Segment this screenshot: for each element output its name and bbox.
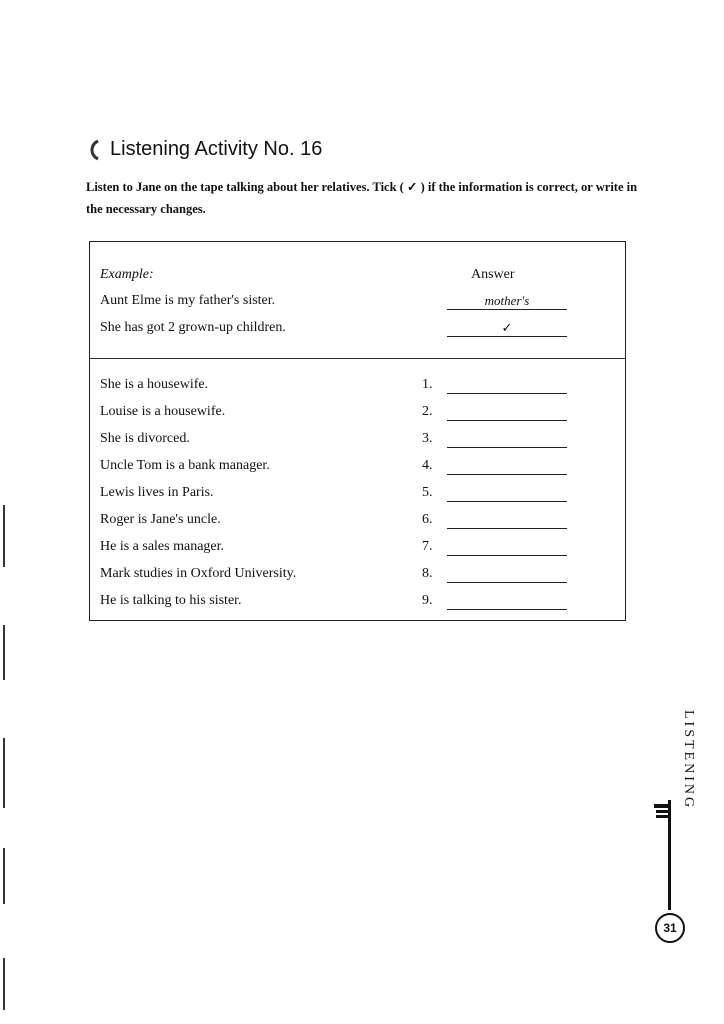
example-divider — [90, 358, 625, 359]
answer-blank-1[interactable] — [447, 377, 567, 394]
item-num-5: 5. — [422, 485, 433, 500]
item-text-4: Uncle Tom is a bank manager. — [100, 458, 270, 473]
item-text-9: He is talking to his sister. — [100, 593, 242, 608]
bracket-mark-icon — [88, 139, 102, 161]
answer-blank-3[interactable] — [447, 431, 567, 448]
answer-blank-2[interactable] — [447, 404, 567, 421]
title-text: Listening Activity No. 16 — [110, 138, 323, 160]
scan-edge-mark-4 — [3, 848, 5, 904]
example-row-1: Aunt Elme is my father's sister. — [100, 293, 276, 308]
example-answer-2: ✓ — [447, 320, 567, 337]
item-text-3: She is divorced. — [100, 431, 190, 446]
item-text-5: Lewis lives in Paris. — [100, 485, 214, 500]
exercise-box — [89, 241, 626, 621]
item-num-7: 7. — [422, 539, 433, 554]
answer-header: Answer — [471, 267, 515, 282]
item-text-1: She is a housewife. — [100, 377, 209, 392]
example-label: Example: — [100, 267, 154, 282]
key-icon — [648, 790, 684, 920]
item-num-1: 1. — [422, 377, 433, 392]
answer-blank-5[interactable] — [447, 485, 567, 502]
item-num-8: 8. — [422, 566, 433, 581]
item-text-7: He is a sales manager. — [100, 539, 225, 554]
activity-title — [88, 138, 322, 161]
item-text-6: Roger is Jane's uncle. — [100, 512, 221, 527]
answer-blank-6[interactable] — [447, 512, 567, 529]
example-answer-1: mother's — [447, 293, 567, 310]
item-num-3: 3. — [422, 431, 433, 446]
item-num-6: 6. — [422, 512, 433, 527]
item-num-9: 9. — [422, 593, 433, 608]
item-text-2: Louise is a housewife. — [100, 404, 226, 419]
example-row-2: She has got 2 grown-up children. — [100, 320, 286, 335]
scan-edge-mark-2 — [3, 625, 5, 680]
item-num-4: 4. — [422, 458, 433, 473]
item-num-2: 2. — [422, 404, 433, 419]
section-label: LISTENING — [681, 710, 696, 811]
scan-edge-mark-5 — [3, 958, 5, 1010]
page-number: 31 — [655, 913, 685, 943]
answer-blank-9[interactable] — [447, 593, 567, 610]
scan-edge-mark-1 — [3, 505, 5, 567]
answer-blank-4[interactable] — [447, 458, 567, 475]
answer-blank-7[interactable] — [447, 539, 567, 556]
scan-edge-mark-3 — [3, 738, 5, 808]
instructions: Listen to Jane on the tape talking about her relatives. Tick ( ✓ ) if the information is correct, or write in the necessary changes. — [86, 180, 638, 216]
item-text-8: Mark studies in Oxford University. — [100, 566, 297, 581]
answer-blank-8[interactable] — [447, 566, 567, 583]
